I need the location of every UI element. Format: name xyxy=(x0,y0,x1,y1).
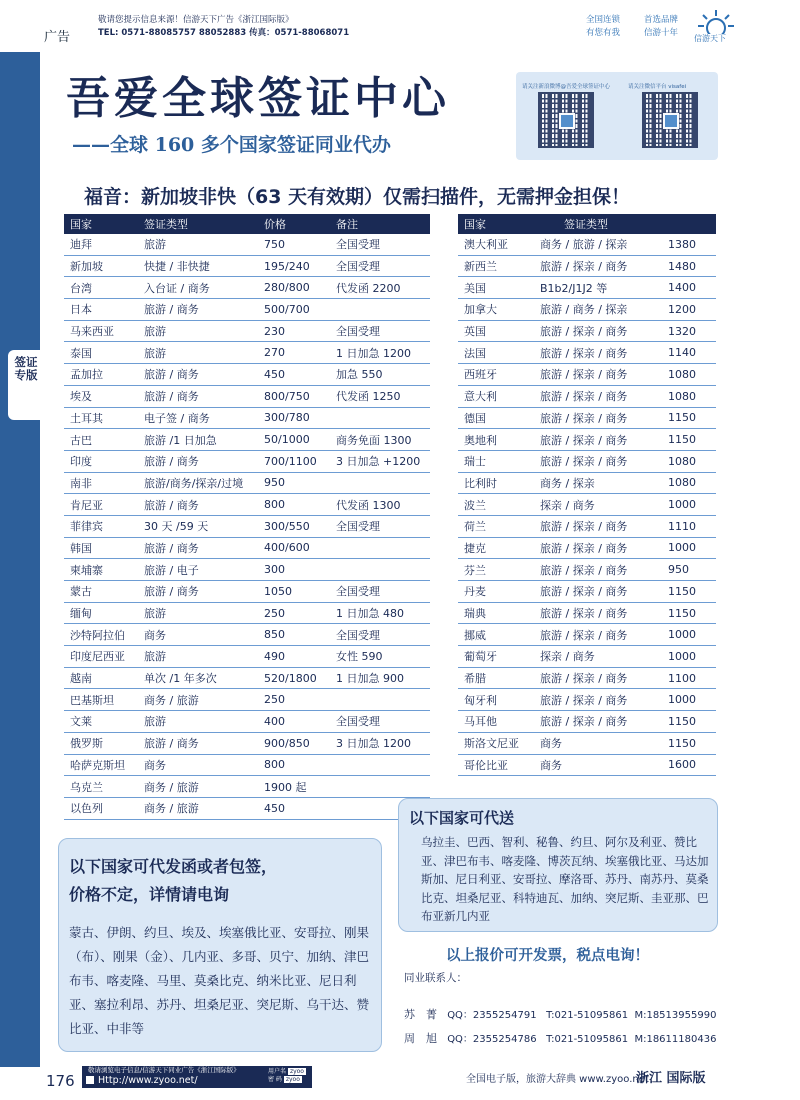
cell-visa-type: 快捷 / 非快捷 xyxy=(138,255,258,277)
cell-remark xyxy=(330,559,430,581)
cell-country: 韩国 xyxy=(64,537,138,559)
cell-remark xyxy=(330,776,430,798)
brand-slogan: 信游十年 xyxy=(644,28,679,38)
cell-price: 1480 xyxy=(662,255,716,277)
contact-mobile: M:18611180436 xyxy=(634,1034,717,1045)
invitation-countries-title xyxy=(69,853,277,909)
footer-login xyxy=(268,1068,306,1084)
table-row xyxy=(64,624,430,646)
cell-price: 1110 xyxy=(662,515,716,537)
table-row xyxy=(64,581,430,603)
cell-price: 1000 xyxy=(662,624,716,646)
cell-country: 巴基斯坦 xyxy=(64,689,138,711)
cell-remark: 代发函 1250 xyxy=(330,385,430,407)
contact-qq: QQ：2355254791 xyxy=(447,1010,537,1021)
home-icon xyxy=(86,1076,94,1084)
cell-country: 丹麦 xyxy=(458,581,534,603)
deliverable-countries-list: 乌拉圭、巴西、智利、秘鲁、约旦、阿尔及利亚、赞比亚、津巴布韦、喀麦隆、博茨瓦纳、埃塞俄比亚、马达加斯加、尼日利亚、安哥拉、摩洛哥、苏丹、南苏丹、莫桑比克、坦桑尼亚、科特迪瓦、加纳、突尼斯、圭亚那、巴布亚新几内亚 xyxy=(421,835,709,923)
cell-price: 1000 xyxy=(662,689,716,711)
cell-country: 以色列 xyxy=(64,797,138,819)
cell-price: 500/700 xyxy=(258,299,330,321)
cell-visa-type: 商务 / 旅游 / 探亲 xyxy=(534,234,662,255)
cell-country: 文莱 xyxy=(64,711,138,733)
table-row xyxy=(64,364,430,386)
cell-visa-type: 旅游 / 商务 xyxy=(138,364,258,386)
cell-country: 迪拜 xyxy=(64,234,138,255)
contact-row xyxy=(404,1006,716,1022)
cell-country: 柬埔寨 xyxy=(64,559,138,581)
header-info xyxy=(98,14,349,40)
cell-visa-type: 旅游 xyxy=(138,602,258,624)
cell-visa-type: 旅游 xyxy=(138,342,258,364)
cell-remark xyxy=(330,754,430,776)
ad-tag: 广告 xyxy=(44,30,71,45)
cell-visa-type: 旅游 / 探亲 / 商务 xyxy=(534,515,662,537)
cell-price: 900/850 xyxy=(258,732,330,754)
table-row xyxy=(64,429,430,451)
cell-country: 日本 xyxy=(64,299,138,321)
table-row xyxy=(458,754,716,776)
cell-remark xyxy=(330,689,430,711)
cell-country: 新西兰 xyxy=(458,255,534,277)
cell-remark: 加急 550 xyxy=(330,364,430,386)
cell-price: 1150 xyxy=(662,429,716,451)
cell-price: 1150 xyxy=(662,602,716,624)
page-number: 176 xyxy=(46,1072,75,1090)
cell-country: 芬兰 xyxy=(458,559,534,581)
table-row xyxy=(458,581,716,603)
cell-country: 瑞典 xyxy=(458,602,534,624)
qr-box xyxy=(516,72,718,160)
cell-visa-type: 商务 / 旅游 xyxy=(138,776,258,798)
qr-code-weibo xyxy=(538,92,594,148)
cell-country: 南非 xyxy=(64,472,138,494)
table-row xyxy=(64,646,430,668)
table-row xyxy=(458,429,716,451)
cell-country: 加拿大 xyxy=(458,299,534,321)
cell-remark: 商务免面 1300 xyxy=(330,429,430,451)
cell-price: 700/1100 xyxy=(258,450,330,472)
table-row xyxy=(458,407,716,429)
cell-visa-type: 商务 xyxy=(534,732,662,754)
cell-remark: 全国受理 xyxy=(330,711,430,733)
cell-country: 荷兰 xyxy=(458,515,534,537)
qr-caption-weibo: 请关注新浪微博@吾爱全球签证中心 xyxy=(522,84,611,90)
cell-visa-type: B1b2/J1J2 等 xyxy=(534,277,662,299)
cell-visa-type: 探亲 / 商务 xyxy=(534,494,662,516)
cell-price: 1080 xyxy=(662,472,716,494)
cell-visa-type: 旅游 xyxy=(138,711,258,733)
table-row xyxy=(64,299,430,321)
table-row xyxy=(458,299,716,321)
page-title: 吾爱全球签证中心 xyxy=(66,73,450,124)
col-header-type: 签证类型 xyxy=(534,214,662,234)
invitation-countries-box xyxy=(58,838,382,1052)
brand-slogan: 有您有我 xyxy=(586,28,621,38)
cell-visa-type: 商务 / 探亲 xyxy=(534,472,662,494)
cell-remark xyxy=(330,472,430,494)
cell-price: 280/800 xyxy=(258,277,330,299)
table-row xyxy=(64,450,430,472)
table-row xyxy=(64,277,430,299)
footer-url-link[interactable]: Http://www.zyoo.net/ xyxy=(98,1075,198,1086)
cell-price: 250 xyxy=(258,602,330,624)
cell-country: 泰国 xyxy=(64,342,138,364)
invitation-title-line1: 以下国家可代发函或者包签， xyxy=(69,857,278,876)
cell-country: 匈牙利 xyxy=(458,689,534,711)
cell-price: 1150 xyxy=(662,711,716,733)
pass-value: zyoo xyxy=(285,1076,300,1083)
table-row xyxy=(64,320,430,342)
cell-price: 300 xyxy=(258,559,330,581)
cell-price: 1200 xyxy=(662,299,716,321)
cell-remark: 1 日加急 900 xyxy=(330,667,430,689)
col-header-type: 签证类型 xyxy=(138,214,258,234)
cell-price: 520/1800 xyxy=(258,667,330,689)
brand-slogans xyxy=(586,14,702,40)
table-row xyxy=(458,472,716,494)
contacts-label: 同业联系人： xyxy=(404,972,467,984)
brand-logo-text: 信游天下 xyxy=(694,34,726,43)
table-row xyxy=(64,711,430,733)
table-row xyxy=(64,732,430,754)
cell-country: 挪威 xyxy=(458,624,534,646)
cell-price: 1000 xyxy=(662,494,716,516)
cell-country: 波兰 xyxy=(458,494,534,516)
cell-country: 蒙古 xyxy=(64,581,138,603)
cell-visa-type: 旅游 / 电子 xyxy=(138,559,258,581)
cell-visa-type: 旅游 / 探亲 / 商务 xyxy=(534,342,662,364)
cell-country: 奥地利 xyxy=(458,429,534,451)
table-row xyxy=(64,255,430,277)
header-info-line2: TEL: 0571-88085757 88052883 传真：0571-88068071 xyxy=(98,28,350,38)
cell-visa-type: 旅游 / 商务 / 探亲 xyxy=(534,299,662,321)
table-row xyxy=(64,602,430,624)
cell-remark: 全国受理 xyxy=(330,581,430,603)
invitation-title-line2: 价格不定，详情请电询 xyxy=(69,885,230,904)
cell-visa-type: 旅游 / 探亲 / 商务 xyxy=(534,385,662,407)
table-row xyxy=(458,364,716,386)
cell-visa-type: 电子签 / 商务 xyxy=(138,407,258,429)
good-news-banner: 福音：新加坡非快（63 天有效期）仅需扫描件，无需押金担保！ xyxy=(84,186,631,208)
brand-slogan: 首选品牌 xyxy=(644,15,679,25)
footer-note: 敬请浏览电子信息/信游天下同业广告《浙江国际版》 xyxy=(88,1066,240,1074)
cell-remark xyxy=(330,299,430,321)
table-row xyxy=(458,537,716,559)
cell-visa-type: 旅游 / 商务 xyxy=(138,450,258,472)
cell-visa-type: 旅游 / 探亲 / 商务 xyxy=(534,450,662,472)
cell-visa-type: 探亲 / 商务 xyxy=(534,646,662,668)
cell-country: 马耳他 xyxy=(458,711,534,733)
table-row xyxy=(64,667,430,689)
cell-price: 800 xyxy=(258,494,330,516)
col-header-price: 价格 xyxy=(258,214,330,234)
table-row xyxy=(458,342,716,364)
contact-tel: T:021-51095861 xyxy=(546,1010,629,1021)
user-label: 用户名 xyxy=(268,1068,287,1075)
pass-label: 密 码 xyxy=(268,1076,282,1083)
cell-price: 50/1000 xyxy=(258,429,330,451)
qr-caption-wechat: 请关注微信平台 visafei xyxy=(628,84,687,90)
brand-slogan: 全国连锁 xyxy=(586,15,621,25)
cell-country: 德国 xyxy=(458,407,534,429)
cell-visa-type: 商务 xyxy=(138,624,258,646)
contact-name: 周 旭 xyxy=(404,1032,437,1045)
header-info-line1: 敬请您提示信息来源！信游天下广告《浙江国际版》 xyxy=(98,15,294,25)
table-row xyxy=(458,255,716,277)
table-header-row xyxy=(458,214,716,234)
cell-visa-type: 旅游 / 探亲 / 商务 xyxy=(534,624,662,646)
user-value: zyoo xyxy=(289,1068,304,1075)
table-row xyxy=(458,711,716,733)
table-row xyxy=(64,472,430,494)
cell-country: 哥伦比亚 xyxy=(458,754,534,776)
table-row xyxy=(458,385,716,407)
cell-country: 孟加拉 xyxy=(64,364,138,386)
cell-country: 美国 xyxy=(458,277,534,299)
page-subtitle: ——全球 160 多个国家签证同业代办 xyxy=(72,134,391,156)
table-row xyxy=(458,277,716,299)
cell-price: 1050 xyxy=(258,581,330,603)
cell-remark: 3 日加急 +1200 xyxy=(330,450,430,472)
table-row xyxy=(64,407,430,429)
table-row xyxy=(458,624,716,646)
cell-price: 800 xyxy=(258,754,330,776)
contact-qq: QQ：2355254786 xyxy=(447,1034,537,1045)
cell-visa-type: 商务 xyxy=(138,754,258,776)
cell-price: 1900 起 xyxy=(258,776,330,798)
cell-country: 台湾 xyxy=(64,277,138,299)
cell-visa-type: 旅游 / 探亲 / 商务 xyxy=(534,559,662,581)
cell-remark: 全国受理 xyxy=(330,515,430,537)
cell-visa-type: 旅游 / 商务 xyxy=(138,299,258,321)
cell-remark: 全国受理 xyxy=(330,234,430,255)
invitation-countries-list: 蒙古、伊朗、约旦、埃及、埃塞俄比亚、安哥拉、刚果（布）、刚果（金）、几内亚、多哥、贝宁、加纳、津巴布韦、喀麦隆、马里、莫桑比克、纳米比亚、尼日利亚、塞拉利昂、苏丹、坦桑尼亚、突尼斯、乌干达、赞比亚、中非等 xyxy=(69,925,370,1036)
cell-remark: 全国受理 xyxy=(330,624,430,646)
table-row xyxy=(458,732,716,754)
cell-remark: 3 日加急 1200 xyxy=(330,732,430,754)
cell-visa-type: 商务 / 旅游 xyxy=(138,797,258,819)
contact-row xyxy=(404,1030,716,1046)
table-row xyxy=(64,689,430,711)
cell-visa-type: 商务 xyxy=(534,754,662,776)
cell-price: 230 xyxy=(258,320,330,342)
cell-price: 1100 xyxy=(662,667,716,689)
cell-country: 越南 xyxy=(64,667,138,689)
cell-country: 乌克兰 xyxy=(64,776,138,798)
cell-price: 1080 xyxy=(662,364,716,386)
col-header-price xyxy=(662,214,716,234)
cell-price: 450 xyxy=(258,797,330,819)
table-row xyxy=(64,559,430,581)
cell-country: 缅甸 xyxy=(64,602,138,624)
table-row xyxy=(458,646,716,668)
cell-price: 950 xyxy=(662,559,716,581)
cell-visa-type: 旅游 / 探亲 / 商务 xyxy=(534,407,662,429)
table-row xyxy=(458,689,716,711)
cell-country: 西班牙 xyxy=(458,364,534,386)
cell-price: 1600 xyxy=(662,754,716,776)
contact-mobile: M:18513955990 xyxy=(634,1010,717,1021)
qr-code-wechat xyxy=(642,92,698,148)
cell-visa-type: 旅游/商务/探亲/过境 xyxy=(138,472,258,494)
cell-visa-type: 旅游 / 商务 xyxy=(138,385,258,407)
table-row xyxy=(458,494,716,516)
cell-visa-type: 旅游 xyxy=(138,234,258,255)
cell-visa-type: 旅游 / 探亲 / 商务 xyxy=(534,602,662,624)
table-row xyxy=(458,515,716,537)
cell-visa-type: 单次 /1 年多次 xyxy=(138,667,258,689)
table-row xyxy=(64,234,430,255)
cell-price: 950 xyxy=(258,472,330,494)
cell-country: 古巴 xyxy=(64,429,138,451)
cell-price: 1000 xyxy=(662,537,716,559)
cell-country: 希腊 xyxy=(458,667,534,689)
cell-remark: 代发函 2200 xyxy=(330,277,430,299)
cell-country: 哈萨克斯坦 xyxy=(64,754,138,776)
cell-price: 1150 xyxy=(662,581,716,603)
cell-country: 俄罗斯 xyxy=(64,732,138,754)
cell-price: 1380 xyxy=(662,234,716,255)
sun-icon xyxy=(694,8,738,34)
cell-country: 菲律宾 xyxy=(64,515,138,537)
table-row xyxy=(64,515,430,537)
cell-country: 肯尼亚 xyxy=(64,494,138,516)
cell-price: 850 xyxy=(258,624,330,646)
visa-price-table-left xyxy=(64,214,430,820)
cell-price: 1400 xyxy=(662,277,716,299)
cell-country: 澳大利亚 xyxy=(458,234,534,255)
cell-visa-type: 旅游 / 商务 xyxy=(138,537,258,559)
cell-price: 800/750 xyxy=(258,385,330,407)
cell-country: 埃及 xyxy=(64,385,138,407)
contact-name: 苏 菁 xyxy=(404,1008,437,1021)
cell-visa-type: 旅游 / 探亲 / 商务 xyxy=(534,429,662,451)
cell-remark xyxy=(330,407,430,429)
cell-price: 1080 xyxy=(662,450,716,472)
brand-logo xyxy=(694,8,738,42)
deliverable-countries-title: 以下国家可代送 xyxy=(409,809,515,827)
cell-visa-type: 商务 / 旅游 xyxy=(138,689,258,711)
cell-visa-type: 旅游 / 商务 xyxy=(138,732,258,754)
table-row xyxy=(64,385,430,407)
cell-price: 1000 xyxy=(662,646,716,668)
cell-price: 490 xyxy=(258,646,330,668)
cell-visa-type: 旅游 / 探亲 / 商务 xyxy=(534,689,662,711)
cell-remark: 女性 590 xyxy=(330,646,430,668)
col-header-country: 国家 xyxy=(64,214,138,234)
cell-visa-type: 30 天 /59 天 xyxy=(138,515,258,537)
cell-country: 印度 xyxy=(64,450,138,472)
cell-remark: 全国受理 xyxy=(330,320,430,342)
cell-visa-type: 旅游 /1 日加急 xyxy=(138,429,258,451)
table-row xyxy=(458,320,716,342)
cell-remark: 1 日加急 1200 xyxy=(330,342,430,364)
cell-price: 400 xyxy=(258,711,330,733)
cell-country: 斯洛文尼亚 xyxy=(458,732,534,754)
cell-remark: 代发函 1300 xyxy=(330,494,430,516)
cell-country: 土耳其 xyxy=(64,407,138,429)
cell-country: 葡萄牙 xyxy=(458,646,534,668)
cell-visa-type: 入台证 / 商务 xyxy=(138,277,258,299)
col-header-remark: 备注 xyxy=(330,214,430,234)
table-row xyxy=(458,234,716,255)
cell-country: 马来西亚 xyxy=(64,320,138,342)
table-row xyxy=(64,537,430,559)
footer-tagline: 全国电子版，旅游大辞典 www.zyoo.net xyxy=(466,1074,649,1085)
table-row xyxy=(458,450,716,472)
cell-visa-type: 旅游 / 探亲 / 商务 xyxy=(534,320,662,342)
table-row xyxy=(64,754,430,776)
cell-visa-type: 旅游 / 探亲 / 商务 xyxy=(534,255,662,277)
cell-country: 沙特阿拉伯 xyxy=(64,624,138,646)
cell-price: 300/780 xyxy=(258,407,330,429)
cell-visa-type: 旅游 / 商务 xyxy=(138,494,258,516)
cell-remark: 全国受理 xyxy=(330,255,430,277)
cell-country: 意大利 xyxy=(458,385,534,407)
table-row xyxy=(458,602,716,624)
cell-price: 1320 xyxy=(662,320,716,342)
cell-price: 250 xyxy=(258,689,330,711)
cell-visa-type: 旅游 / 探亲 / 商务 xyxy=(534,711,662,733)
cell-visa-type: 旅游 / 探亲 / 商务 xyxy=(534,581,662,603)
table-row xyxy=(64,797,430,819)
cell-price: 1080 xyxy=(662,385,716,407)
cell-remark: 1 日加急 480 xyxy=(330,602,430,624)
col-header-country: 国家 xyxy=(458,214,534,234)
table-header-row xyxy=(64,214,430,234)
cell-country: 捷克 xyxy=(458,537,534,559)
cell-visa-type: 旅游 / 探亲 / 商务 xyxy=(534,667,662,689)
cell-country: 瑞士 xyxy=(458,450,534,472)
cell-price: 400/600 xyxy=(258,537,330,559)
cell-price: 195/240 xyxy=(258,255,330,277)
cell-country: 英国 xyxy=(458,320,534,342)
cell-country: 比利时 xyxy=(458,472,534,494)
table-row xyxy=(64,342,430,364)
footer-region: 浙江 国际版 xyxy=(636,1071,706,1086)
table-row xyxy=(458,667,716,689)
table-row xyxy=(64,776,430,798)
cell-country: 印度尼西亚 xyxy=(64,646,138,668)
cell-price: 750 xyxy=(258,234,330,255)
invoice-note: 以上报价可开发票，税点电询！ xyxy=(446,948,649,964)
cell-price: 1150 xyxy=(662,732,716,754)
sidebar xyxy=(0,52,40,1100)
cell-price: 300/550 xyxy=(258,515,330,537)
cell-visa-type: 旅游 / 商务 xyxy=(138,581,258,603)
cell-country: 法国 xyxy=(458,342,534,364)
cell-visa-type: 旅游 / 探亲 / 商务 xyxy=(534,537,662,559)
cell-remark xyxy=(330,537,430,559)
cell-price: 1150 xyxy=(662,407,716,429)
cell-price: 270 xyxy=(258,342,330,364)
cell-price: 450 xyxy=(258,364,330,386)
table-row xyxy=(458,559,716,581)
deliverable-countries-box xyxy=(398,798,718,932)
cell-country: 新加坡 xyxy=(64,255,138,277)
contact-tel: T:021-51095861 xyxy=(546,1034,629,1045)
cell-visa-type: 旅游 xyxy=(138,646,258,668)
side-tab-label: 签证专版 xyxy=(14,355,38,382)
visa-price-table-right xyxy=(458,214,716,776)
table-row xyxy=(64,494,430,516)
cell-price: 1140 xyxy=(662,342,716,364)
cell-visa-type: 旅游 / 探亲 / 商务 xyxy=(534,364,662,386)
cell-visa-type: 旅游 xyxy=(138,320,258,342)
